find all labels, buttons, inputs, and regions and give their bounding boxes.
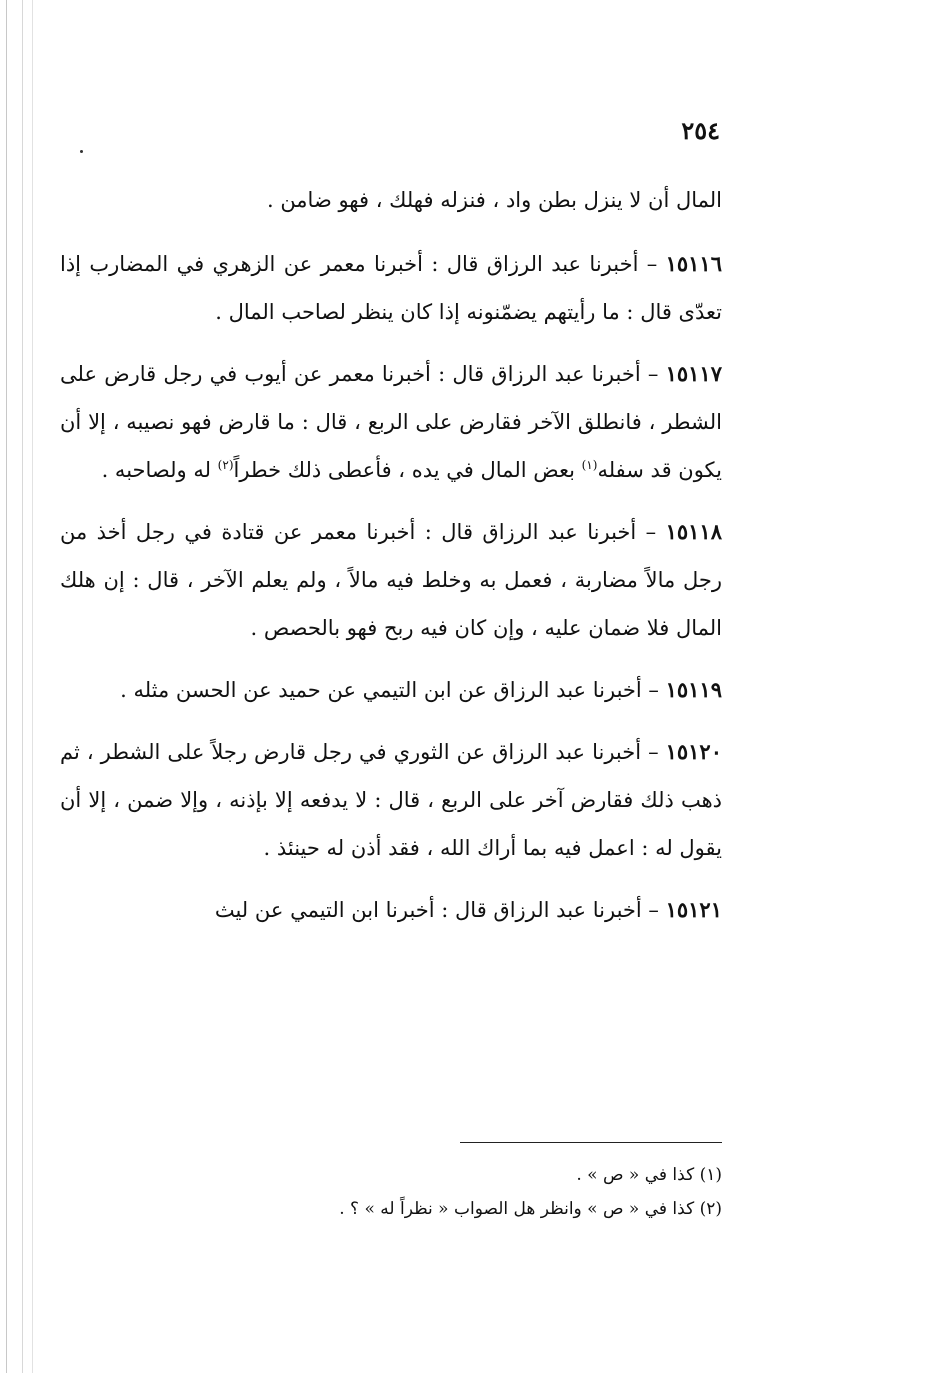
hadith-text: – أخبرنا عبد الرزاق قال : أخبرنا ابن التيمي عن ليث <box>214 898 659 922</box>
hadith-number: ١٥١١٨ <box>665 519 722 544</box>
hadith-text: له ولصاحبه . <box>101 458 218 482</box>
scan-edge-line <box>22 0 23 1373</box>
scan-edge-line <box>32 0 33 1373</box>
scan-edge-line <box>6 0 7 1373</box>
footnote-ref-2[interactable]: (٢) <box>217 458 234 472</box>
hadith-text: – أخبرنا عبد الرزاق قال : أخبرنا معمر عن الزهري في المضارب إذا تعدّى قال : ما رأيتهم يضمّنونه إذا كان ينظر لصاحب المال . <box>60 252 722 324</box>
hadith-text: – أخبرنا عبد الرزاق قال : أخبرنا معمر عن قتادة في رجل أخذ من رجل مالاً مضاربة ، فعمل به وخلط فيه مالاً ، ولم يعلم الآخر ، قال : إن هلك المال فلا ضمان عليه ، وإن كان فيه ربح فهو بالحصص . <box>60 520 722 640</box>
hadith-paragraph <box>60 886 722 934</box>
hadith-text: – أخبرنا عبد الرزاق عن ابن التيمي عن حميد عن الحسن مثله . <box>120 678 659 702</box>
hadith-number: ١٥١١٦ <box>665 251 722 276</box>
footnote-divider <box>460 1142 722 1143</box>
footnote-ref-1[interactable]: (١) <box>581 458 598 472</box>
hadith-text: – أخبرنا عبد الرزاق عن الثوري في رجل قارض رجلاً على الشطر ، ثم ذهب ذلك فقارض آخر على الربع ، قال : لا يدفعه إلا بإذنه ، وإلا ضمن ، إلا أن يقول له : اعمل فيه بما أراك الله ، فقد أذن له حينئذ . <box>60 740 722 860</box>
main-text <box>60 176 722 948</box>
hadith-number: ١٥١٢١ <box>665 897 722 922</box>
hadith-paragraph <box>60 240 722 336</box>
hadith-paragraph <box>60 350 722 494</box>
hadith-number: ١٥١١٧ <box>665 361 722 386</box>
hadith-paragraph <box>60 508 722 652</box>
hadith-number: ١٥١٢٠ <box>665 739 722 764</box>
page-number: ٢٥٤ <box>681 116 720 145</box>
hadith-paragraph <box>60 666 722 714</box>
footnote-1: (١) كذا في « ص » . <box>576 1165 722 1185</box>
footnotes <box>200 1158 722 1226</box>
hadith-text: – أخبرنا عبد الرزاق قال : أخبرنا معمر عن أيوب في رجل قارض على الشطر ، فانطلق الآخر فقارض على الربع ، قال : ما قارض فهو نصيبه ، إلا أن يكون قد سفله <box>60 362 722 482</box>
footnote-2: (٢) كذا في « ص » وانظر هل الصواب « نظراً له » ؟ . <box>339 1199 722 1219</box>
hadith-paragraph <box>60 728 722 872</box>
hadith-number: ١٥١١٩ <box>665 677 722 702</box>
hadith-text: بعض المال في يده ، فأعطى ذلك خطراً <box>233 458 582 482</box>
opening-line: المال أن لا ينزل بطن واد ، فنزله فهلك ، فهو ضامن . <box>266 188 722 212</box>
scan-speck <box>80 150 83 153</box>
